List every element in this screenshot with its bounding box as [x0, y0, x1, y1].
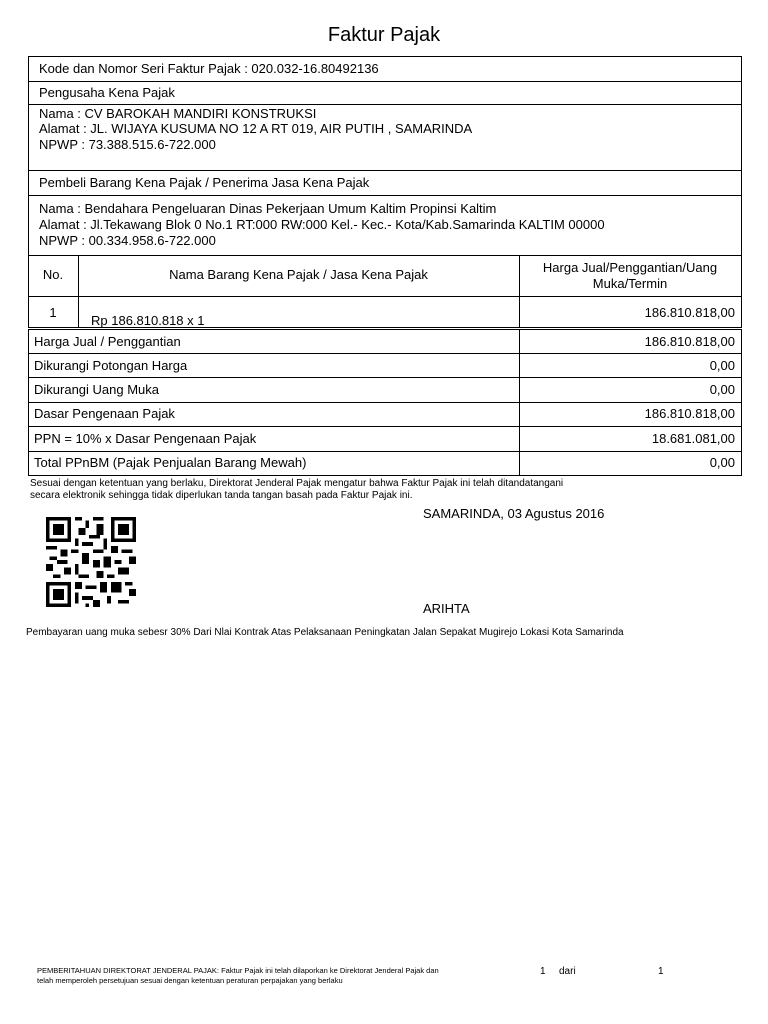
signer-name: ARIHTA [423, 601, 470, 616]
place-date: SAMARINDA, 03 Agustus 2016 [423, 506, 605, 521]
buyer-name: Nama : Bendahara Pengeluaran Dinas Pekerjaan Umum Kaltim Propinsi Kaltim [39, 201, 497, 216]
divider [28, 353, 742, 354]
faktur-number: Kode dan Nomor Seri Faktur Pajak : 020.032-16.80492136 [39, 61, 379, 76]
payment-note: Pembayaran uang muka sebesr 30% Dari Nlai Kontrak Atas Pelaksanaan Peningkatan Jalan Sepakat Mugirejo Lokasi Kota Samarinda [26, 627, 624, 638]
row-harga: 186.810.818,00 [644, 305, 735, 320]
divider [28, 81, 742, 82]
page-of-label: dari [559, 966, 576, 977]
buyer-address: Alamat : Jl.Tekawang Blok 0 No.1 RT:000 RW:000 Kel.- Kec.- Kota/Kab.Samarinda KALTIM 00000 [39, 217, 605, 232]
divider [28, 170, 742, 171]
page-current: 1 [540, 966, 546, 977]
summary-label: Dikurangi Uang Muka [34, 382, 160, 397]
summary-value: 0,00 [709, 382, 735, 397]
seller-address: Alamat : JL. WIJAYA KUSUMA NO 12 A RT 019, AIR PUTIH , SAMARINDA [39, 121, 473, 136]
col-header-no: No. [42, 267, 64, 282]
divider [78, 255, 79, 328]
summary-value: 186.810.818,00 [644, 334, 735, 349]
summary-value: 0,00 [709, 455, 735, 470]
page-total: 1 [658, 966, 664, 977]
divider [28, 426, 742, 427]
summary-label: Total PPnBM (Pajak Penjualan Barang Mewah) [34, 455, 307, 470]
divider [28, 195, 742, 196]
summary-label: Dikurangi Potongan Harga [34, 358, 188, 373]
col-header-nama: Nama Barang Kena Pajak / Jasa Kena Pajak [169, 267, 428, 282]
seller-header: Pengusaha Kena Pajak [39, 85, 175, 100]
divider [28, 104, 742, 105]
divider [28, 451, 742, 452]
qr-code-icon [44, 517, 138, 607]
col-header-harga: Harga Jual/Penggantian/Uang [542, 260, 718, 275]
row-no: 1 [49, 305, 57, 320]
buyer-header: Pembeli Barang Kena Pajak / Penerima Jasa Kena Pajak [39, 175, 370, 190]
divider [519, 329, 520, 476]
col-header-harga-2: Muka/Termin [592, 276, 668, 291]
e-sign-notice: Sesuai dengan ketentuan yang berlaku, Direktorat Jenderal Pajak mengatur bahwa Faktur Pajak ini telah ditandatangani [30, 478, 564, 489]
divider [28, 377, 742, 378]
summary-label: Dasar Pengenaan Pajak [34, 406, 175, 421]
summary-value: 186.810.818,00 [644, 406, 735, 421]
footer-notice: PEMBERITAHUAN DIREKTORAT JENDERAL PAJAK: Faktur Pajak ini telah dilaporkan ke Direktorat Jenderal Pajak dan [37, 966, 439, 975]
summary-label: PPN = 10% x Dasar Pengenaan Pajak [34, 431, 257, 446]
e-sign-notice-2: secara elektronik sehingga tidak diperlukan tanda tangan basah pada Faktur Pajak ini. [30, 490, 413, 501]
seller-npwp: NPWP : 73.388.515.6-722.000 [39, 137, 216, 152]
footer-notice-2: telah memperoleh persetujuan sesuai dengan ketentuan peraturan perpajakan yang berlaku [37, 976, 343, 985]
row-nama: Rp 186.810.818 x 1 [91, 313, 205, 328]
page-title: Faktur Pajak [327, 24, 441, 46]
summary-value: 0,00 [709, 358, 735, 373]
divider [28, 296, 742, 297]
seller-name: Nama : CV BAROKAH MANDIRI KONSTRUKSI [39, 106, 317, 121]
buyer-npwp: NPWP : 00.334.958.6-722.000 [39, 233, 216, 248]
summary-label: Harga Jual / Penggantian [34, 334, 181, 349]
divider [28, 402, 742, 403]
summary-value: 18.681.081,00 [651, 431, 735, 446]
